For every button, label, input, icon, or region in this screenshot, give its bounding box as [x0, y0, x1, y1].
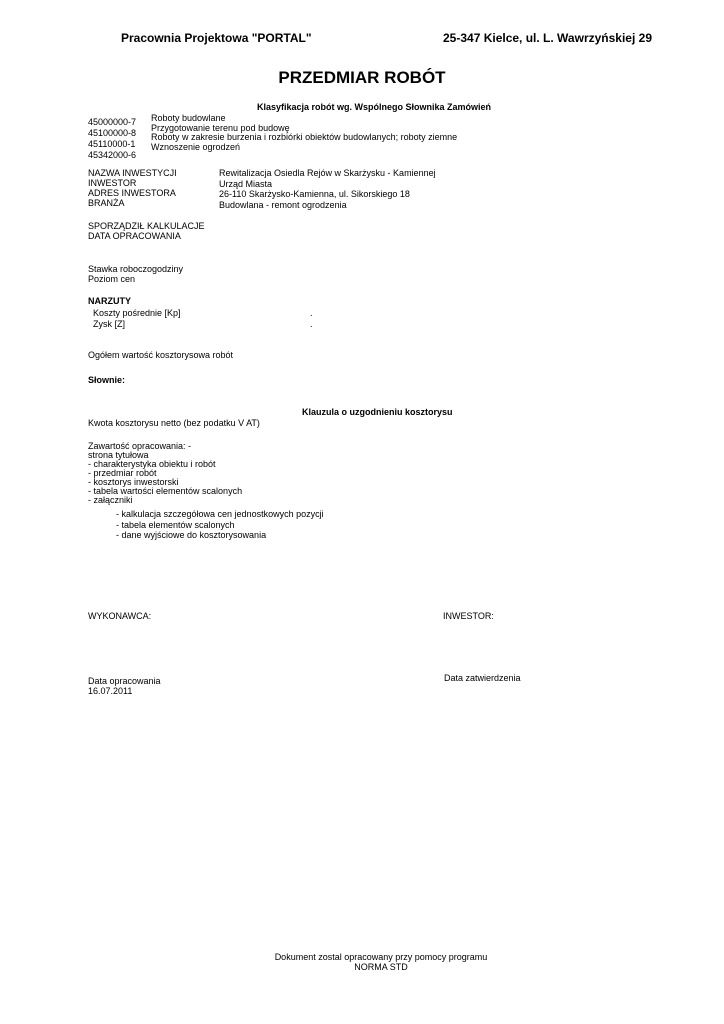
- contractor-label: WYKONAWCA:: [88, 611, 152, 621]
- company-name: Pracownia Projektowa "PORTAL": [121, 31, 312, 45]
- total-value-label: Ogółem wartość kosztorysowa robót: [88, 350, 234, 360]
- prep-date: 16.07.2011: [88, 686, 133, 696]
- in-words-label: Słownie:: [88, 375, 126, 385]
- contents-heading: Zawartość opracowania: -: [88, 441, 192, 451]
- profit-value: .: [310, 319, 313, 329]
- investor-label: INWESTOR: [88, 178, 137, 188]
- cpv-desc: Wznoszenie ogrodzeń: [151, 141, 241, 152]
- prepared-by-label: SPORZĄDZIŁ KALKULACJE: [88, 221, 205, 231]
- surcharges-heading: NARZUTY: [88, 296, 131, 306]
- contents-item: - przedmiar robót: [88, 468, 157, 478]
- prep-date-label: Data opracowania: [88, 676, 161, 686]
- info-values: [219, 168, 436, 210]
- prep-date-block: [88, 676, 161, 696]
- contents-item: - załączniki: [88, 495, 133, 505]
- investor-address: 26-110 Skarżysko-Kamienna, ul. Sikorskiego 18: [219, 189, 410, 199]
- cpv-codes: [88, 117, 136, 161]
- calc-block: [88, 222, 205, 241]
- cpv-desc: Roboty w zakresie burzenia i rozbiórki obiektów budowlanych; roboty ziemne: [151, 132, 458, 142]
- contents-subitems: [116, 509, 324, 541]
- contents-item: strona tytułowa: [88, 450, 149, 460]
- company-address: 25-347 Kielce, ul. L. Wawrzyńskiej 29: [443, 31, 652, 45]
- contents-subitem: - tabela elementów scalonych: [116, 519, 235, 530]
- cpv-heading: Klasyfikacja robót wg. Wspólnego Słownika Zamówień: [257, 102, 492, 112]
- cpv-desc: Przygotowanie terenu pod budowę: [151, 122, 290, 133]
- approval-date-label: Data zatwierdzenia: [444, 673, 521, 683]
- footer-line: Dokument zostal opracowany przy pomocy programu: [274, 952, 488, 962]
- investment-name: Rewitalizacja Osiedla Rejów w Skarżysku - Kamiennej: [219, 168, 436, 178]
- cpv-code: 45000000-7: [88, 117, 137, 127]
- profit-label: Zysk [Z]: [93, 319, 125, 329]
- footer-program: NORMA STD: [354, 962, 408, 972]
- info-labels: [88, 168, 177, 208]
- contents-subitem: - dane wyjściowe do kosztorysowania: [116, 530, 267, 540]
- investment-name-label: NAZWA INWESTYCJI: [88, 168, 177, 178]
- hourly-rate-label: Stawka roboczogodziny: [88, 264, 184, 274]
- price-level-label: Poziom cen: [88, 273, 136, 284]
- contents-block: [88, 442, 242, 505]
- contents-item: - tabela wartości elementów scalonych: [88, 486, 243, 496]
- indirect-costs-value: .: [310, 308, 313, 318]
- investor-signature-label: INWESTOR:: [443, 611, 494, 621]
- branch: Budowlana - remont ogrodzenia: [219, 199, 347, 210]
- date-prepared-label: DATA OPRACOWANIA: [88, 230, 181, 241]
- page-title: PRZEDMIAR ROBÓT: [278, 68, 446, 87]
- cpv-descriptions: [151, 114, 457, 152]
- rates-block: [88, 265, 183, 284]
- cpv-code: 45100000-8: [88, 128, 137, 138]
- clause-heading: Klauzula o uzgodnieniu kosztorysu: [302, 407, 453, 417]
- footer: [0, 952, 724, 972]
- investor-address-label: ADRES INWESTORA: [88, 188, 176, 198]
- contents-subitem: - kalkulacja szczegółowa cen jednostkowych pozycji: [116, 509, 324, 519]
- contents-item: - charakterystyka obiektu i robót: [88, 459, 216, 469]
- net-amount-label: Kwota kosztorysu netto (bez podatku V AT): [88, 418, 260, 428]
- cpv-code: 45342000-6: [88, 150, 137, 160]
- branch-label: BRANŻA: [88, 198, 125, 208]
- contents-item: - kosztorys inwestorski: [88, 477, 179, 487]
- cpv-code: 45110000-1: [88, 139, 136, 149]
- indirect-costs-label: Koszty pośrednie [Kp]: [93, 308, 181, 318]
- cpv-desc: Roboty budowlane: [151, 113, 226, 123]
- investor-name: Urząd Miasta: [219, 178, 273, 189]
